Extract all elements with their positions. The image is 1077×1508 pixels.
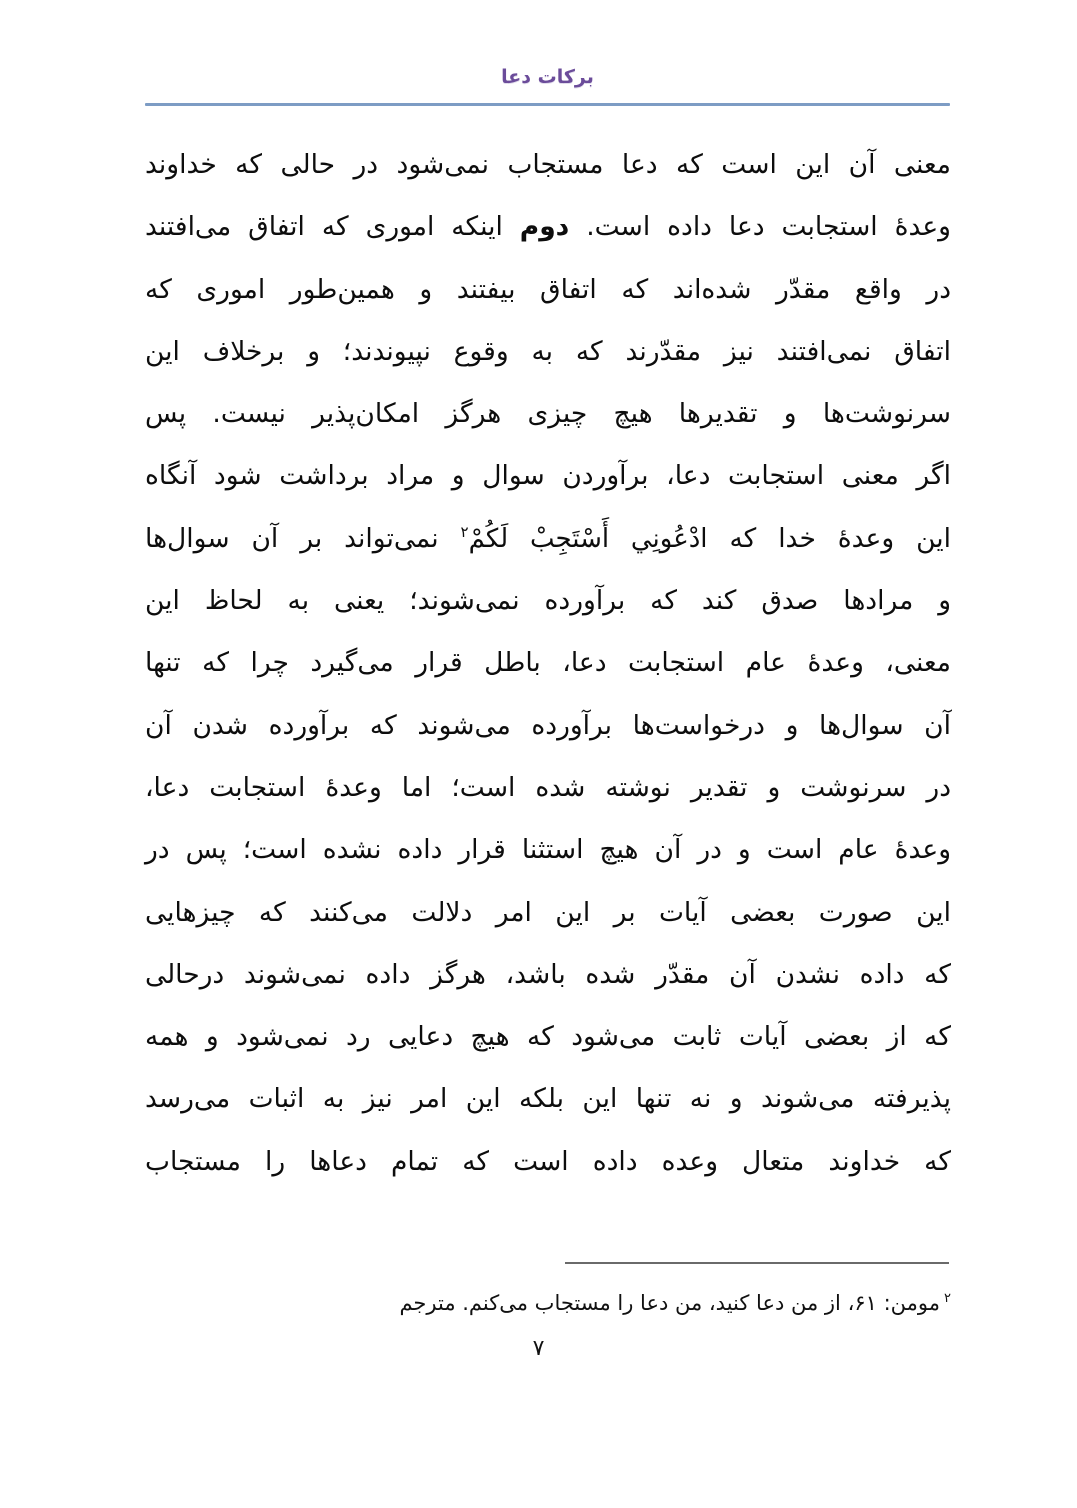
footnote-reference-marker[interactable]: ٢ [460,522,469,541]
text-run: معنی آن این است که دعا مستجاب نمی‌شود در حالی که خداوند [145,149,951,180]
text-run: و مرادها صدق کند که برآورده نمی‌شوند؛ یعنی به لحاظ این [145,585,951,617]
text-run: وعدهٔ عام است و در آن هیچ استثنا قرار داده نشده است؛ پس در [145,834,951,866]
footnote-text: مومن: ۶۱، از من دعا کنید، من دعا را مستجاب می‌کنم. مترجم [399,1291,941,1315]
running-header [145,66,950,106]
text-run: سرنوشت‌ها و تقدیرها هیچ چیزی هرگز امکان‌پذیر نیست. پس [145,398,951,430]
text-line [145,1131,951,1193]
text-line [145,321,951,383]
text-line [145,819,951,881]
text-line [145,695,951,757]
text-run: این صورت بعضی آیات بر این امر دلالت می‌کنند که چیزهایی [145,896,951,928]
text-run: در سرنوشت و تقدیر نوشته شده است؛ اما وعدهٔ استجابت دعا، [145,771,951,803]
text-run: این وعدهٔ خدا که [729,522,951,554]
text-run: معنی، وعدهٔ عام استجابت دعا، باطل قرار می‌گیرد چرا که تنها [145,647,951,679]
text-line [145,1068,951,1130]
text-run-bold: دوم [519,211,570,243]
page-number: ۷ [532,1336,545,1361]
text-run: اگر معنی استجابت دعا، برآوردن سوال و مراد برداشت شود آنگاه [145,460,951,492]
text-line [145,570,951,632]
text-line [145,882,951,944]
text-run: در واقع مقدّر شده‌اند که اتفاق بیفتند و همین‌طور اموری که [145,273,951,305]
text-line [145,632,951,694]
footnote [145,1285,951,1321]
text-line [145,383,951,445]
body-paragraph [145,134,951,1193]
header-divider [145,103,950,106]
text-run: اینکه اموری که اتفاق می‌افتند [145,211,503,243]
text-line [145,134,951,196]
text-run: پذیرفته می‌شوند و نه تنها این بلکه این امر نیز به اثبات می‌رسد [145,1083,951,1115]
page-title: برکات دعا [501,66,594,88]
text-line [145,1006,951,1068]
text-line [145,259,951,321]
quran-verse: ادْعُونِي أَسْتَجِبْ لَكُمْ [468,523,708,554]
text-run: که داده نشدن آن مقدّر شده باشد، هرگز داده نمی‌شوند درحالی [145,958,951,990]
text-run: آن سوال‌ها و درخواست‌ها برآورده می‌شوند که برآورده شدن آن [145,709,951,741]
footnote-number: ٢ [944,1291,951,1306]
text-run: نمی‌تواند بر آن سوال‌ها [145,522,439,554]
text-line-with-quran-citation [145,508,951,570]
text-run: که خداوند متعال وعده داده است که تمام دعاها را مستجاب [145,1145,951,1177]
text-line [145,196,951,258]
text-line [145,445,951,507]
text-run: که از بعضی آیات ثابت می‌شود که هیچ دعایی رد نمی‌شود و همه [145,1021,951,1053]
text-line [145,944,951,1006]
text-line [145,757,951,819]
footnote-divider [565,1262,949,1264]
quran-verse-text [461,523,708,554]
text-run: اتفاق نمی‌افتند نیز مقدّرند که به وقوع نپیوندند؛ و برخلاف این [145,335,951,367]
text-run: وعدهٔ استجابت دعا داده است. [586,211,951,243]
